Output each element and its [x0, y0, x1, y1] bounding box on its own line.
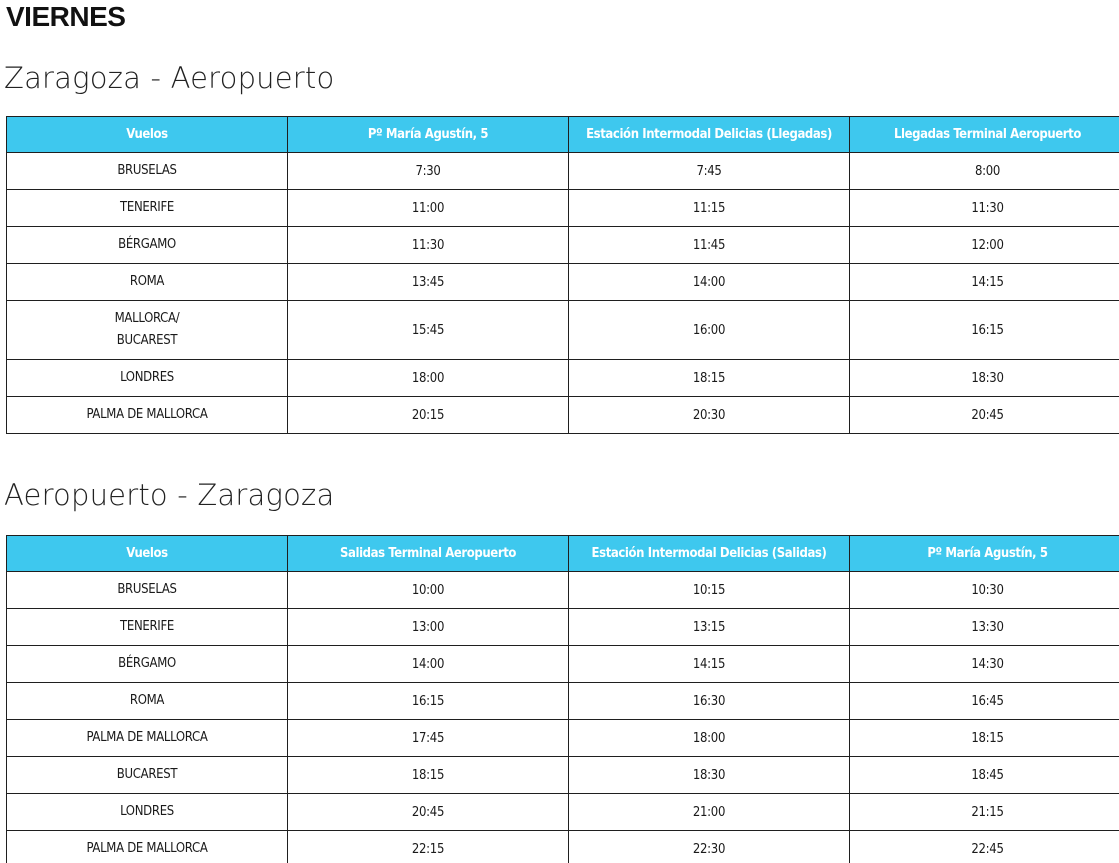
time-cell: 18:00 [569, 720, 850, 757]
column-header-maria-agustin: Pº María Agustín, 5 [850, 536, 1119, 572]
time-cell: 16:15 [850, 301, 1119, 360]
time-cell: 11:30 [850, 190, 1119, 227]
time-cell: 18:00 [288, 360, 569, 397]
table-row [7, 227, 1119, 264]
time-cell: 18:15 [850, 720, 1119, 757]
schedule-table-zaragoza-aeropuerto [6, 116, 1119, 434]
table-row [7, 360, 1119, 397]
time-cell: 18:15 [569, 360, 850, 397]
column-header-delicias-salidas: Estación Intermodal Delicias (Salidas) [569, 536, 850, 572]
table-row [7, 683, 1119, 720]
time-cell: 12:00 [850, 227, 1119, 264]
time-cell: 13:00 [288, 609, 569, 646]
flight-cell [7, 301, 288, 360]
section-title-zaragoza-aeropuerto: Zaragoza - Aeropuerto [4, 61, 335, 95]
table-row [7, 153, 1119, 190]
table-row [7, 609, 1119, 646]
time-cell: 14:30 [850, 646, 1119, 683]
time-cell: 11:15 [569, 190, 850, 227]
time-cell: 21:00 [569, 794, 850, 831]
flight-cell: PALMA DE MALLORCA [7, 397, 288, 434]
time-cell: 13:30 [850, 609, 1119, 646]
flight-cell: LONDRES [7, 360, 288, 397]
time-cell: 22:15 [288, 831, 569, 863]
table-row [7, 264, 1119, 301]
time-cell: 20:45 [288, 794, 569, 831]
column-header-llegadas-terminal: Llegadas Terminal Aeropuerto [850, 117, 1119, 153]
table-header-row [7, 117, 1119, 153]
time-cell: 20:45 [850, 397, 1119, 434]
flight-cell: LONDRES [7, 794, 288, 831]
schedule-table-aeropuerto-zaragoza [6, 535, 1119, 863]
table-row [7, 794, 1119, 831]
flight-cell: ROMA [7, 264, 288, 301]
time-cell: 20:30 [569, 397, 850, 434]
time-cell: 10:15 [569, 572, 850, 609]
table-row [7, 720, 1119, 757]
flight-name-line: BUCAREST [116, 333, 178, 348]
column-header-salidas-terminal: Salidas Terminal Aeropuerto [288, 536, 569, 572]
column-header-vuelos: Vuelos [7, 536, 288, 572]
time-cell: 13:15 [569, 609, 850, 646]
flight-cell: BÉRGAMO [7, 646, 288, 683]
table-row [7, 757, 1119, 794]
time-cell: 10:00 [288, 572, 569, 609]
flight-cell: BRUSELAS [7, 572, 288, 609]
time-cell: 14:15 [569, 646, 850, 683]
time-cell: 17:45 [288, 720, 569, 757]
time-cell: 14:15 [850, 264, 1119, 301]
day-title: VIERNES [6, 1, 126, 32]
flight-cell: PALMA DE MALLORCA [7, 720, 288, 757]
table-row [7, 572, 1119, 609]
time-cell: 18:30 [850, 360, 1119, 397]
flight-cell: PALMA DE MALLORCA [7, 831, 288, 863]
table-row [7, 397, 1119, 434]
table-header-row [7, 536, 1119, 572]
flight-cell: TENERIFE [7, 190, 288, 227]
flight-cell: ROMA [7, 683, 288, 720]
time-cell: 14:00 [288, 646, 569, 683]
time-cell: 20:15 [288, 397, 569, 434]
time-cell: 11:30 [288, 227, 569, 264]
table-row [7, 301, 1119, 360]
table-row [7, 831, 1119, 863]
column-header-vuelos: Vuelos [7, 117, 288, 153]
table-row [7, 646, 1119, 683]
time-cell: 18:15 [288, 757, 569, 794]
time-cell: 16:15 [288, 683, 569, 720]
column-header-delicias-llegadas: Estación Intermodal Delicias (Llegadas) [569, 117, 850, 153]
time-cell: 7:45 [569, 153, 850, 190]
time-cell: 10:30 [850, 572, 1119, 609]
flight-name-line: MALLORCA/ [114, 311, 180, 326]
table-row [7, 190, 1119, 227]
time-cell: 22:30 [569, 831, 850, 863]
flight-cell: BÉRGAMO [7, 227, 288, 264]
time-cell: 13:45 [288, 264, 569, 301]
time-cell: 15:45 [288, 301, 569, 360]
time-cell: 14:00 [569, 264, 850, 301]
time-cell: 11:45 [569, 227, 850, 264]
time-cell: 18:45 [850, 757, 1119, 794]
time-cell: 7:30 [288, 153, 569, 190]
time-cell: 11:00 [288, 190, 569, 227]
flight-cell: TENERIFE [7, 609, 288, 646]
flight-cell: BRUSELAS [7, 153, 288, 190]
time-cell: 16:30 [569, 683, 850, 720]
time-cell: 18:30 [569, 757, 850, 794]
column-header-maria-agustin: Pº María Agustín, 5 [288, 117, 569, 153]
time-cell: 21:15 [850, 794, 1119, 831]
section-title-aeropuerto-zaragoza: Aeropuerto - Zaragoza [4, 478, 335, 512]
time-cell: 8:00 [850, 153, 1119, 190]
time-cell: 16:00 [569, 301, 850, 360]
flight-cell: BUCAREST [7, 757, 288, 794]
time-cell: 16:45 [850, 683, 1119, 720]
time-cell: 22:45 [850, 831, 1119, 863]
